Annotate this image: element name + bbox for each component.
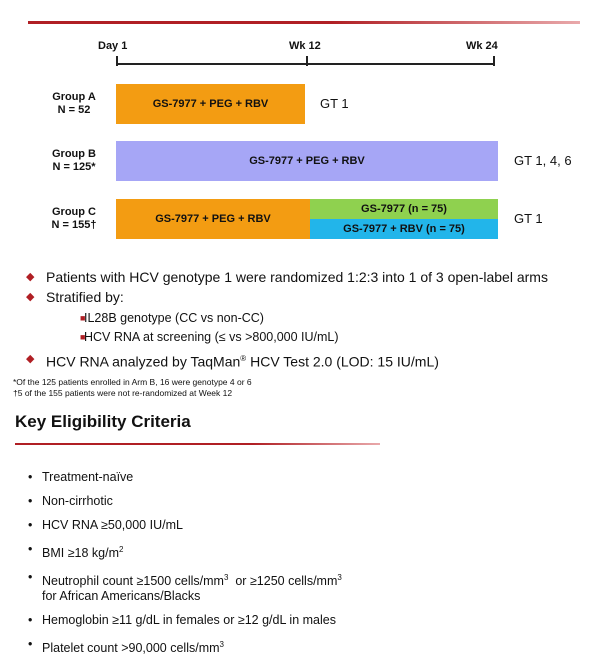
group-c-name: Group C	[52, 206, 96, 218]
group-b-name: Group B	[52, 148, 96, 160]
group-b-label	[34, 148, 114, 174]
diamond-icon: ◆	[26, 291, 35, 303]
timeline-tick-wk24	[493, 56, 495, 66]
group-a-bar: GS-7977 + PEG + RBV	[116, 84, 305, 124]
eligibility-criteria-list	[26, 470, 586, 665]
criterion-text: for African Americans/Blacks	[42, 589, 201, 604]
criterion-text: BMI ≥18 kg/m	[42, 546, 120, 561]
superscript: 3	[223, 573, 229, 583]
bullet-randomization-text: Patients with HCV genotype 1 were randomized 1:2:3 into 1 of 3 open-label arms	[46, 269, 548, 285]
group-a-genotype: GT 1	[320, 96, 349, 111]
group-c-label	[34, 206, 114, 232]
criterion-text: HCV RNA ≥50,000 IU/mL	[42, 518, 183, 532]
timeline-label-wk12: Wk 12	[289, 40, 321, 52]
group-a-label	[34, 91, 114, 117]
sub-bullet-il28b-text: IL28B genotype (CC vs non-CC)	[84, 311, 264, 325]
group-c-bar-bottom: GS-7977 + RBV (n = 75)	[310, 219, 498, 239]
registered-mark: ®	[240, 354, 247, 363]
bullet-dot-icon: •	[28, 542, 33, 556]
timeline-tick-wk12	[306, 56, 308, 66]
study-design-bullets	[24, 267, 604, 372]
diamond-icon: ◆	[26, 271, 35, 283]
bullet-dot-icon: •	[28, 613, 33, 628]
criterion-item	[26, 542, 586, 561]
bullet-randomization	[24, 267, 604, 287]
bullet-dot-icon: •	[28, 570, 33, 585]
timeline-label-day1: Day 1	[98, 40, 128, 52]
diamond-icon: ◆	[26, 353, 35, 365]
superscript: 2	[119, 545, 124, 554]
bullet-taqman-text-post: HCV Test 2.0 (LOD: 15 IU/mL)	[246, 353, 439, 370]
bullet-dot-icon: •	[28, 494, 33, 508]
group-b-n: N = 125*	[52, 161, 96, 173]
criterion-text: Neutrophil count ≥1500 cells/mm	[42, 574, 224, 589]
section-divider	[15, 443, 380, 445]
timeline-label-wk24: Wk 24	[466, 40, 498, 52]
group-a-n: N = 52	[57, 104, 91, 116]
footnote-group-c: †5 of the 155 patients were not re-randomized at Week 12	[13, 388, 233, 398]
square-bullet-icon: ■	[80, 332, 86, 342]
group-c-bar-top: GS-7977 (n = 75)	[310, 199, 498, 219]
square-bullet-icon: ■	[80, 313, 86, 323]
superscript: 3	[219, 640, 224, 650]
sub-bullet-il28b	[46, 309, 604, 328]
group-a-name: Group A	[52, 91, 96, 103]
header-divider	[28, 21, 580, 24]
superscript: 3	[337, 573, 342, 583]
stratification-list	[46, 309, 604, 347]
sub-bullet-hcv-rna	[46, 328, 604, 347]
footnote-arm-b: *Of the 125 patients enrolled in Arm B, 16 were genotype 4 or 6	[13, 377, 252, 387]
criterion-item	[26, 494, 586, 509]
bullet-dot-icon: •	[28, 470, 33, 484]
sub-bullet-hcv-rna-text: HCV RNA at screening (≤ vs >800,000 IU/mL)	[84, 330, 339, 344]
criterion-item	[26, 570, 586, 604]
criterion-text: Non-cirrhotic	[42, 494, 113, 508]
group-b-genotype: GT 1, 4, 6	[514, 153, 572, 168]
bullet-stratified	[24, 287, 604, 347]
group-c-genotype: GT 1	[514, 211, 543, 226]
criterion-item	[26, 613, 586, 628]
bullet-taqman	[24, 349, 604, 372]
timeline-tick-day1	[116, 56, 118, 66]
group-b-bar: GS-7977 + PEG + RBV	[116, 141, 498, 181]
criterion-text: or ≥1250 cells/mm	[228, 574, 338, 589]
bullet-stratified-text: Stratified by:	[46, 289, 124, 305]
criterion-text: Hemoglobin ≥11 g/dL in females or ≥12 g/dL in males	[42, 613, 336, 628]
group-c-n: N = 155†	[51, 219, 97, 231]
group-c-bar: GS-7977 + PEG + RBV	[116, 199, 310, 239]
bullet-dot-icon: •	[28, 518, 33, 532]
bullet-taqman-text-pre: HCV RNA analyzed by TaqMan	[46, 353, 241, 370]
criterion-text: Treatment-naïve	[42, 470, 134, 484]
section-title: Key Eligibility Criteria	[15, 412, 191, 431]
bullet-dot-icon: •	[28, 637, 33, 652]
criterion-item	[26, 470, 586, 485]
criterion-item	[26, 518, 586, 533]
criterion-text: Platelet count >90,000 cells/mm	[42, 641, 220, 656]
